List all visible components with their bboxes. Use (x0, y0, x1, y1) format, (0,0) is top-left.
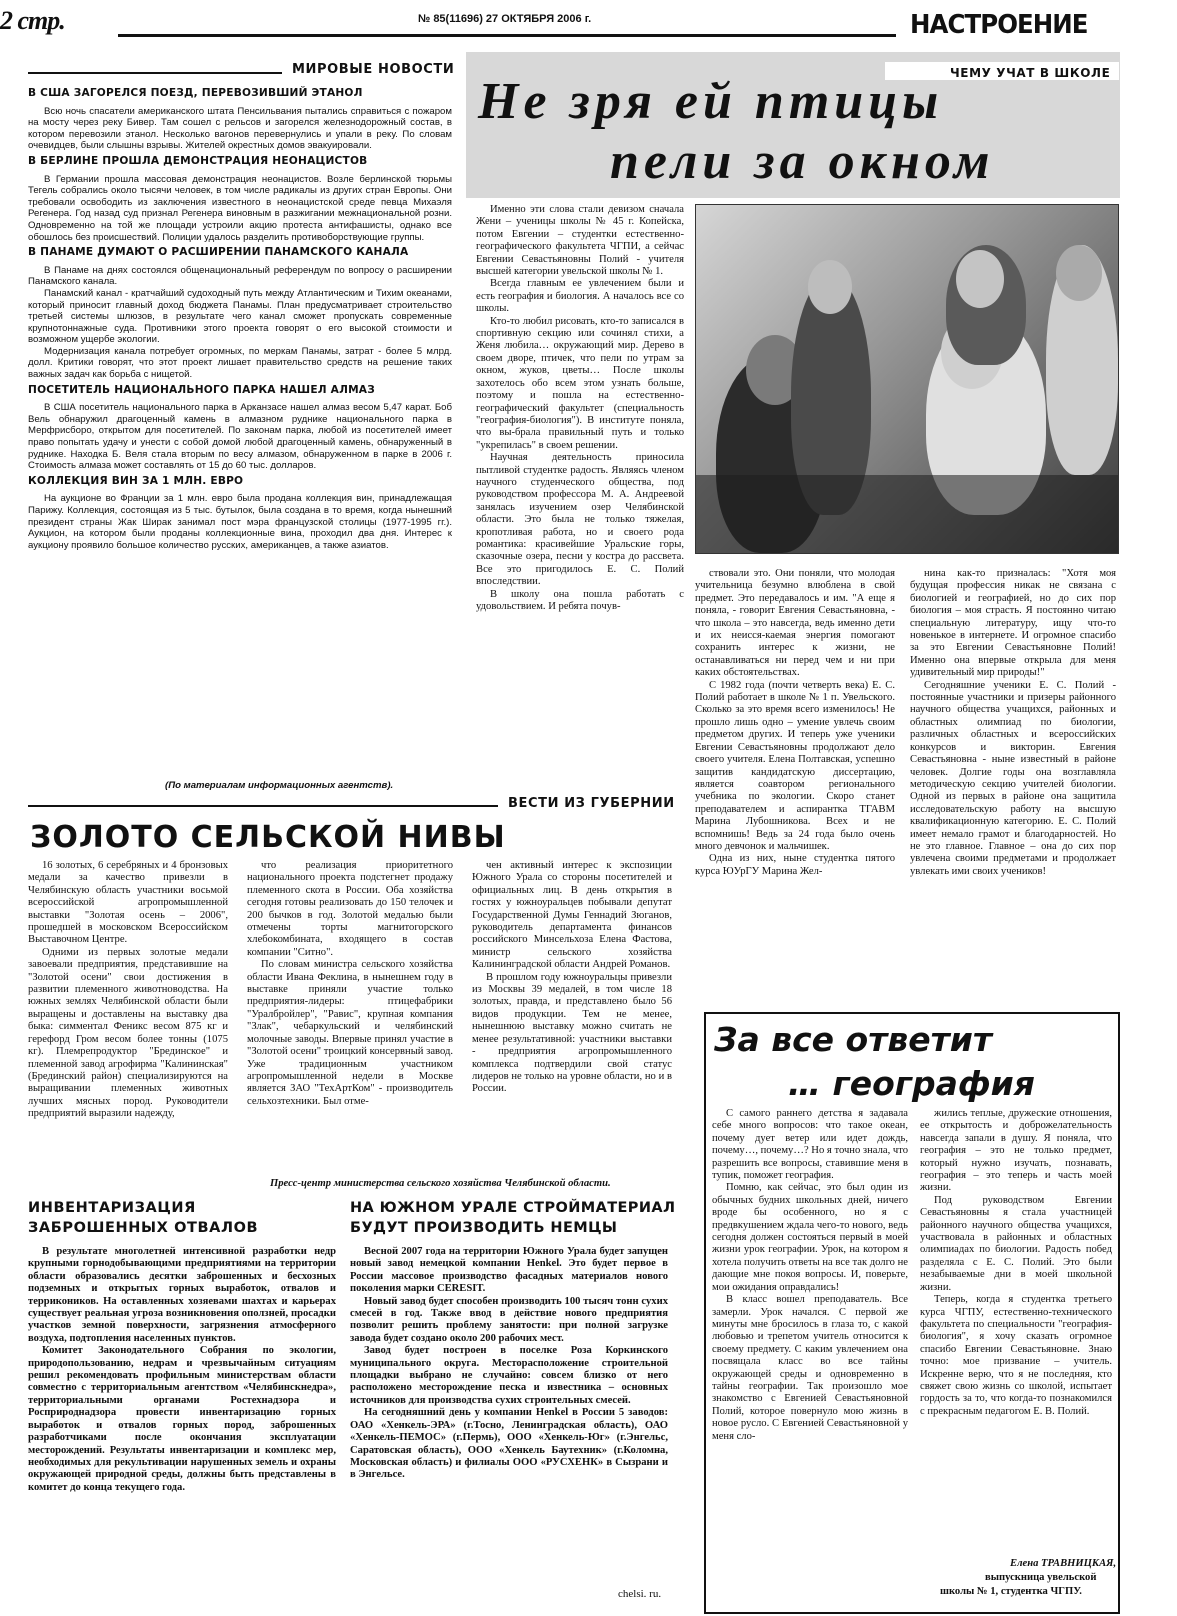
paragraph: Одна из них, ныне студентка пятого курса ЮУрГУ Марина Жел- (695, 853, 895, 877)
school-column-2 (695, 568, 895, 1008)
news-paragraph: Панамский канал - кратчайший судоходный путь между Атлантическим и Тихим океанами, который приносит главный доход бюджета Панамы. План предусматривает строительство третьей системы шлюзов, в результате чего канал сможет пропускать современные крупнотоннажные суда. Противники этого проекта говорят о его высокой стоимости и возможном ущербе экологии. (28, 287, 452, 346)
gold-column-1 (28, 860, 228, 1180)
paragraph: жились теплые, дружеские отношения, ее открытость и доброжелательность навсегда запали в душу. Я поняла, что география – это не только предмет, который нужно изучать, познавать, география – это теперь и часть моей жизни. (920, 1108, 1112, 1194)
paragraph: На сегодняшний день у компании Henkel в России 5 заводов: ОАО «Хенкель-ЭРА» (г.Тосно, Ленинградская область), ОАО «Хенкель-ПЕМОС» (г.Пермь), ООО «Хенкель-Юг» (г.Энгельс, Саратовская область), ООО «Хенкель Баутехник» (г.Коломна, Московская область) и филиалы ООО «РУСХЕНК» в Сызрани и в Энгельсе. (350, 1407, 668, 1481)
germans-source: chelsi. ru. (618, 1588, 662, 1600)
header-rule (118, 34, 896, 37)
paragraph: что реализация приоритетного национального проекта подстегнет продажу племенного скота в России. Оба хозяйства сегодня готовы реализовать до 150 телочек и 200 бычков в год. Золотой медалью были отмечены торты магнитогорского хлебокомбината, входящего в состав компании "Ситно". (247, 860, 453, 958)
news-paragraph: Всю ночь спасатели американского штата Пенсильвания пытались справиться с пожаром на мосту через реку Бивер. Там сошел с рельсов и загорелся железнодорожный состав, в котором перевозили этанол. Несколько вагонов перевернулись и упали в реку. По словам очевидцев, были слышны взрывы. Жителей окрестных домов эвакуировали. (28, 105, 452, 152)
school-column-3 (910, 568, 1116, 1008)
dumps-title-2: ЗАБРОШЕННЫХ ОТВАЛОВ (28, 1220, 259, 1236)
news-headline: ПОСЕТИТЕЛЬ НАЦИОНАЛЬНОГО ПАРКА НАШЕЛ АЛМАЗ (28, 383, 375, 396)
school-title-1: Не зря ей птицы (478, 73, 944, 130)
germans-title-1: НА ЮЖНОМ УРАЛЕ СТРОЙМАТЕРИАЛ (350, 1200, 676, 1216)
germans-article (350, 1246, 668, 1581)
paragraph: Новый завод будет способен производить 100 тысяч тонн сухих смесей в год. Также ввод в действие нового предприятия позволит решить проблему занятости: при полной загрузке завода будет создано около 200 рабочих мест. (350, 1295, 668, 1344)
gold-rule (28, 805, 498, 807)
paragraph: Сегодняшние ученики Е. С. Полий - постоянные участники и призеры районного научного общества учащихся, районных и областных олимпиад по биологии, различных областных и всероссийских конкурсов и викторин. Евгения Севастьяновна - ныне известный в районе человек. Долгие годы она возглавляла методическую секцию учителей биологии. Одной из первых в районе она защитила исследовательскую работу на высшую квалификационную категорию. Е. С. Полий имеет немало грамот и благодарностей. Но не это главное. Главное – она до сих пор увлечена своими предметами и продолжает увлекать ими своих учеников! (910, 679, 1116, 877)
paragraph: По словам министра сельского хозяйства области Ивана Феклина, в нынешнем году в выставке приняли участие только предприятия-лидеры: птицефабрики "Уралбройлер", "Равис", крупная компания "Злак", чебаркульский и челябинский молочные заводы. Впервые принял участие в "Золотой осени" троицкий консервный завод. Уже традиционным участником агропромышленной недели в Москве является ЗАО "ТехАртКом" - производитель сельхозтехники. Был отме- (247, 959, 453, 1107)
geo-title-2: … география (788, 1064, 1035, 1103)
paragraph: В школу она пошла работать с удовольствием. И ребята почув- (476, 588, 684, 612)
news-headline: В БЕРЛИНЕ ПРОШЛА ДЕМОНСТРАЦИЯ НЕОНАЦИСТОВ (28, 154, 368, 167)
paragraph: 16 золотых, 6 серебряных и 4 бронзовых медали за качество привезли в Челябинскую область участники восьмой всероссийской агропромышленной выставки "Золотая осень – 2006", прошедшей в московском Всероссийском Выставочном Центре. (28, 860, 228, 946)
school-column-1 (476, 204, 684, 779)
paragraph: В результате многолетней интенсивной разработки недр крупными горнодобывающими предприятиями на территории области образовались десятки заброшенных и бесхозных подземных и открытых горных выработок, отвалов и террикоников. На оставленных хозяевами шахтах и карьерах существует реальная угроза возникновения оползней, просадки участков земной поверхности, загрязнения атмосферного воздуха, подтопления населенных пунктов. (28, 1246, 336, 1344)
world-news-column (28, 84, 452, 784)
paragraph: чен активный интерес к экспозиции Южного Урала со стороны посетителей и официальных лиц. В день открытия в гостях у южноуральцев побывали депутат Государственной Думы Геннадий Зюганов, руководитель департамента финансов российского Минсельхоза Елена Фастова, министр сельского хозяйства Калининградской области Андрей Романов. (472, 860, 672, 971)
geo-title-1: За все ответит (714, 1020, 992, 1059)
dumps-article (28, 1246, 336, 1616)
paragraph: В прошлом году южноуральцы привезли из Москвы 39 медалей, в том числе 18 золотых, правда, и представлено было 56 видов продукции. Тем не менее, нынешнюю выставку можно считать не менее результативной: участники выставки - предприятия агропромышленного комплекса подтвердили свой статус лидеров не только на уровне области, но и в России. (472, 971, 672, 1095)
news-paragraph: В США посетитель национального парка в Арканзасе нашел алмаз весом 5,47 карат. Боб Вель обнаружил драгоценный камень в алмазном руднике национального парка в Мерфрисборо, открытом для посетителей. По законам парка, любой из посетителей имеет право попытать удачу и унести с собой домой любой драгоценный камень, обнаруженный в руднике. Находка Б. Веля стала вторым по весу алмазом, обнаруженном в парке в 2006 г. Стоимость алмаза может составлять от 15 до 60 тыс. долларов. (28, 402, 452, 472)
page-number: 2 стр. (0, 6, 65, 35)
geo-signature-2: выпускница увельской (985, 1572, 1097, 1583)
paragraph: Теперь, когда я студентка третьего курса ЧГПУ, естественно-технического факультета по специальности "география-биология", я хочу сказать огромное спасибо Евгении Севастьяновне. Знаю точно: мое призвание – учитель. Искренне верю, что я не последняя, кто свяжет свою жизнь со школой, испытает гордость за то, что когда-то познакомился с прекрасным педагогом Е. В. Полий. (920, 1294, 1112, 1417)
paragraph: ствовали это. Они поняли, что молодая учительница безумно влюблена в свой предмет. Это передавалось и им. "А еще я поняла, - говорит Евгения Севастьяновна, - что школа – это навсегда, ведь именно дети и их неисся-каемая энергия помогают сохранить интерес к жизни, не останавливаться ни перед чем и ни при каких обстоятельствах. (695, 568, 895, 679)
world-rule (28, 72, 282, 74)
geo-column-1 (712, 1108, 908, 1603)
gold-column-3 (472, 860, 672, 1180)
paragraph: Под руководством Евгении Севастьяновны я стала участницей районного научного общества учащихся, участвовала в районных и областных олимпиадах по биологии. Радость побед разделяла с Е. С. Полий. Это были незабываемые дни в моей школьной жизни. (920, 1194, 1112, 1293)
paragraph: Всегда главным ее увлечением были и есть география и биология. А началось все со школы. (476, 278, 684, 315)
news-paragraph: В Германии прошла массовая демонстрация неонацистов. Возле берлинской тюрьмы Тегель собрались около тысячи человек, в том числе радикалы из других стран Европы. Они требовали освободить из заключения известного в неонацистской среде певца Михаэля Регенера. Год назад суд признал Регенера виновным в разжигании межнациональной розни. Одновременно на той же площади устроили акцию протеста антифашисты, однако все обошлось без происшествий. Полиции удалось разделить противоборствующие группы. (28, 173, 452, 243)
paragraph: В класс вошел преподаватель. Все замерли. Урок начался. С первой же минуты мне бросилось в глаза то, с какой любовью и трепетом учитель относится к своему предмету. С каким увлечением она посвящала класс во все тайны окружающей среды и одновременно в тайны географии. Так произошло мое знакомство с Евгенией Севастьяновной Полий, которое повернуло мою жизнь в новое русло. С Евгенией Севастьяновной у меня сло- (712, 1294, 908, 1442)
paragraph: Одними из первых золотые медали завоевали предприятия, представившие на "Золотой осени" свои достижения в развитии племенного животноводства. На южных землях Челябинской области были выращены и доставлены на выставку два быка: симментал Феникс весом 875 кг и герефорд Гром весом более тонны (1075 кг). Племрепродуктор "Брединское" и племенной завод агрофирма "Калининская" (Брединский район) специализируются на выращивании племенных животных лучших мясных пород. Руководители предприятий выразили надежду, (28, 946, 228, 1120)
world-rubric: МИРОВЫЕ НОВОСТИ (292, 62, 455, 77)
paragraph: Именно эти слова стали девизом сначала Жени – ученицы школы № 45 г. Копейска, потом Евгении – студентки естественно-географического факультета ЧГПИ, а сейчас Евгении Севастьяновны Полий - учителя высшей категории увельской школы № 1. (476, 204, 684, 278)
paragraph: Комитет Законодательного Собрания по экологии, природопользованию, недрам и чрезвычайным ситуациям решил рекомендовать профильным министерствам области совместно с территориальным агентством «Челябинскнедра», территориальными органами Ростехнадзора и Росприроднадзора провести инвентаризацию горных выработок и отвалов горных пород, заброшенных разработчиками после окончания эксплуатации месторождений. Результаты инвентаризации и комплекс мер, необходимых для рекультивации нарушенных земель и охраны окружающей природной среды, должны быть представлены в комитет до конца текущего года. (28, 1345, 336, 1493)
paragraph: нина как-то призналась: "Хотя моя будущая профессия никак не связана с биологией и географией, но до сих пор биология – моя страсть. Я постоянно читаю специальную литературу, ищу что-то новенькое в интернете. И огромное спасибо за это Евгении Севастьяновне Полий! Именно она впервые открыла для меня удивительный мир природы!" (910, 568, 1116, 679)
paragraph: С самого раннего детства я задавала себе много вопросов: что такое океан, почему дует ветер или идет дождь, почему…, почему…? Но я точно знала, что разрешить все вопросы, ставившие меня в тупик, поможет география. (712, 1108, 908, 1182)
paragraph: С 1982 года (почти четверть века) Е. С. Полий работает в школе № 1 п. Увельского. Сколько за это время всего изменилось! Не прошло лишь одно – умение увлечь своим предметом других. И теперь уже ученики Евгении Севастьяновны продолжают дело своего учителя. Елена Полтавская, успешно защитив кандидатскую диссертацию, является соавтором регионального учебника по экологии. Скоро станет преподавателем и аспирантка ТГАВМ Марина Лубошникова. Всех и не вспомнишь! Ведь за 24 года было очень много девчонок и мальчишек. (695, 679, 895, 852)
paragraph: Научная деятельность приносила пытливой студентке радость. Являясь членом научного студенческого общества, под руководством профессора М. А. Андреевой занялась изучением озер Челябинской области. Это была не только тяжелая, кропотливая работа, но и своего рода романтика: красивейшие Уральские горы, сказочные озера, песни у костра до рассвета. Все это пригодилось Е. С. Полий впоследствии. (476, 452, 684, 588)
germans-title-2: БУДУТ ПРОИЗВОДИТЬ НЕМЦЫ (350, 1220, 618, 1236)
section-title: НАСТРОЕНИЕ (910, 10, 1088, 40)
gold-rubric: ВЕСТИ ИЗ ГУБЕРНИИ (508, 796, 675, 811)
paragraph: Помню, как сейчас, это был один из обычных будних школьных дней, ничего вроде бы особенного, но я с предвкушением ждала чего-то нового, ведь сегодня должен состояться первый в моей жизни урок географии. Урок, на котором я хотела получить ответы на все так долго не дающие мне покоя вопросы. И, поверьте, мои ожидания оправдались! (712, 1182, 908, 1293)
news-headline: В США ЗАГОРЕЛСЯ ПОЕЗД, ПЕРЕВОЗИВШИЙ ЭТАНОЛ (28, 87, 363, 99)
news-paragraph: На аукционе во Франции за 1 млн. евро была продана коллекция вин, принадлежащая Парижу. Коллекция, состоящая из 5 тыс. бутылок, была создана в то время, когда нынешний президент страны Жак Ширак занимал пост мэра французской столицы (1977-1995 гг.). Аукцион, на котором были проданы коллекционные вина, проходил два дня. Интерес к аукциону проявило большое количество русских, американцев, а также азиатов. (28, 493, 452, 551)
news-headline: В ПАНАМЕ ДУМАЮТ О РАСШИРЕНИИ ПАНАМСКОГО КАНАЛА (28, 246, 409, 259)
school-rubric: ЧЕМУ УЧАТ В ШКОЛЕ (950, 66, 1111, 80)
teacher-students-photo (695, 204, 1119, 554)
paragraph: Завод будет построен в поселке Роза Коркинского муниципального округа. Месторасположение строительной площадки выбрано не случайно: совсем близко от него расположено месторождение песка и известника – основных источников для производства сухих строительных смесей. (350, 1345, 668, 1406)
geo-column-2 (920, 1108, 1112, 1553)
school-title-2: пели за окном (610, 133, 995, 190)
geo-signature-3: школы № 1, студентка ЧГПУ. (940, 1586, 1082, 1597)
paragraph: Весной 2007 года на территории Южного Урала будет запущен новый завод немецкой компании Henkel. Это будет первое в России массовое производство фасадных материалов нового поколения марки CERESIT. (350, 1246, 668, 1295)
gold-source: Пресс-центр министерства сельского хозяйства Челябинской области. (270, 1178, 611, 1189)
news-paragraph: Модернизация канала потребует огромных, по меркам Панамы, затрат - более 5 млрд. долл. Критики говорят, что этот проект лишает правительство средств на решение таких важных задач как борьба с нищетой. (28, 345, 452, 381)
gold-title: ЗОЛОТО СЕЛЬСКОЙ НИВЫ (30, 820, 506, 855)
geo-signature-1: Елена ТРАВНИЦКАЯ, (1010, 1558, 1117, 1569)
news-headline: КОЛЛЕКЦИЯ ВИН ЗА 1 МЛН. ЕВРО (28, 474, 244, 487)
world-source: (По материалам информационных агентств). (165, 780, 394, 791)
paragraph: Кто-то любил рисовать, кто-то записался в спортивную секцию или сочинял стихи, а Женя любила… окружающий мир. Дерево в своем дворе, птичек, что пели по утрам за окном, жуков, цветы… После школы захотелось обо всем этом узнать больше, поэтому и пошла на естественно-географический факультет (специальность "география-биология"). В институте поняла, что вы-брала правильный путь и только "укрепилась" в своем решении. (476, 315, 684, 451)
dumps-title-1: ИНВЕНТАРИЗАЦИЯ (28, 1200, 196, 1216)
gold-column-2 (247, 860, 453, 1180)
news-paragraph: В Панаме на днях состоялся общенациональный референдум по вопросу о расширении Панамского канала. (28, 264, 452, 288)
issue-line: № 85(11696) 27 ОКТЯБРЯ 2006 г. (418, 13, 592, 25)
